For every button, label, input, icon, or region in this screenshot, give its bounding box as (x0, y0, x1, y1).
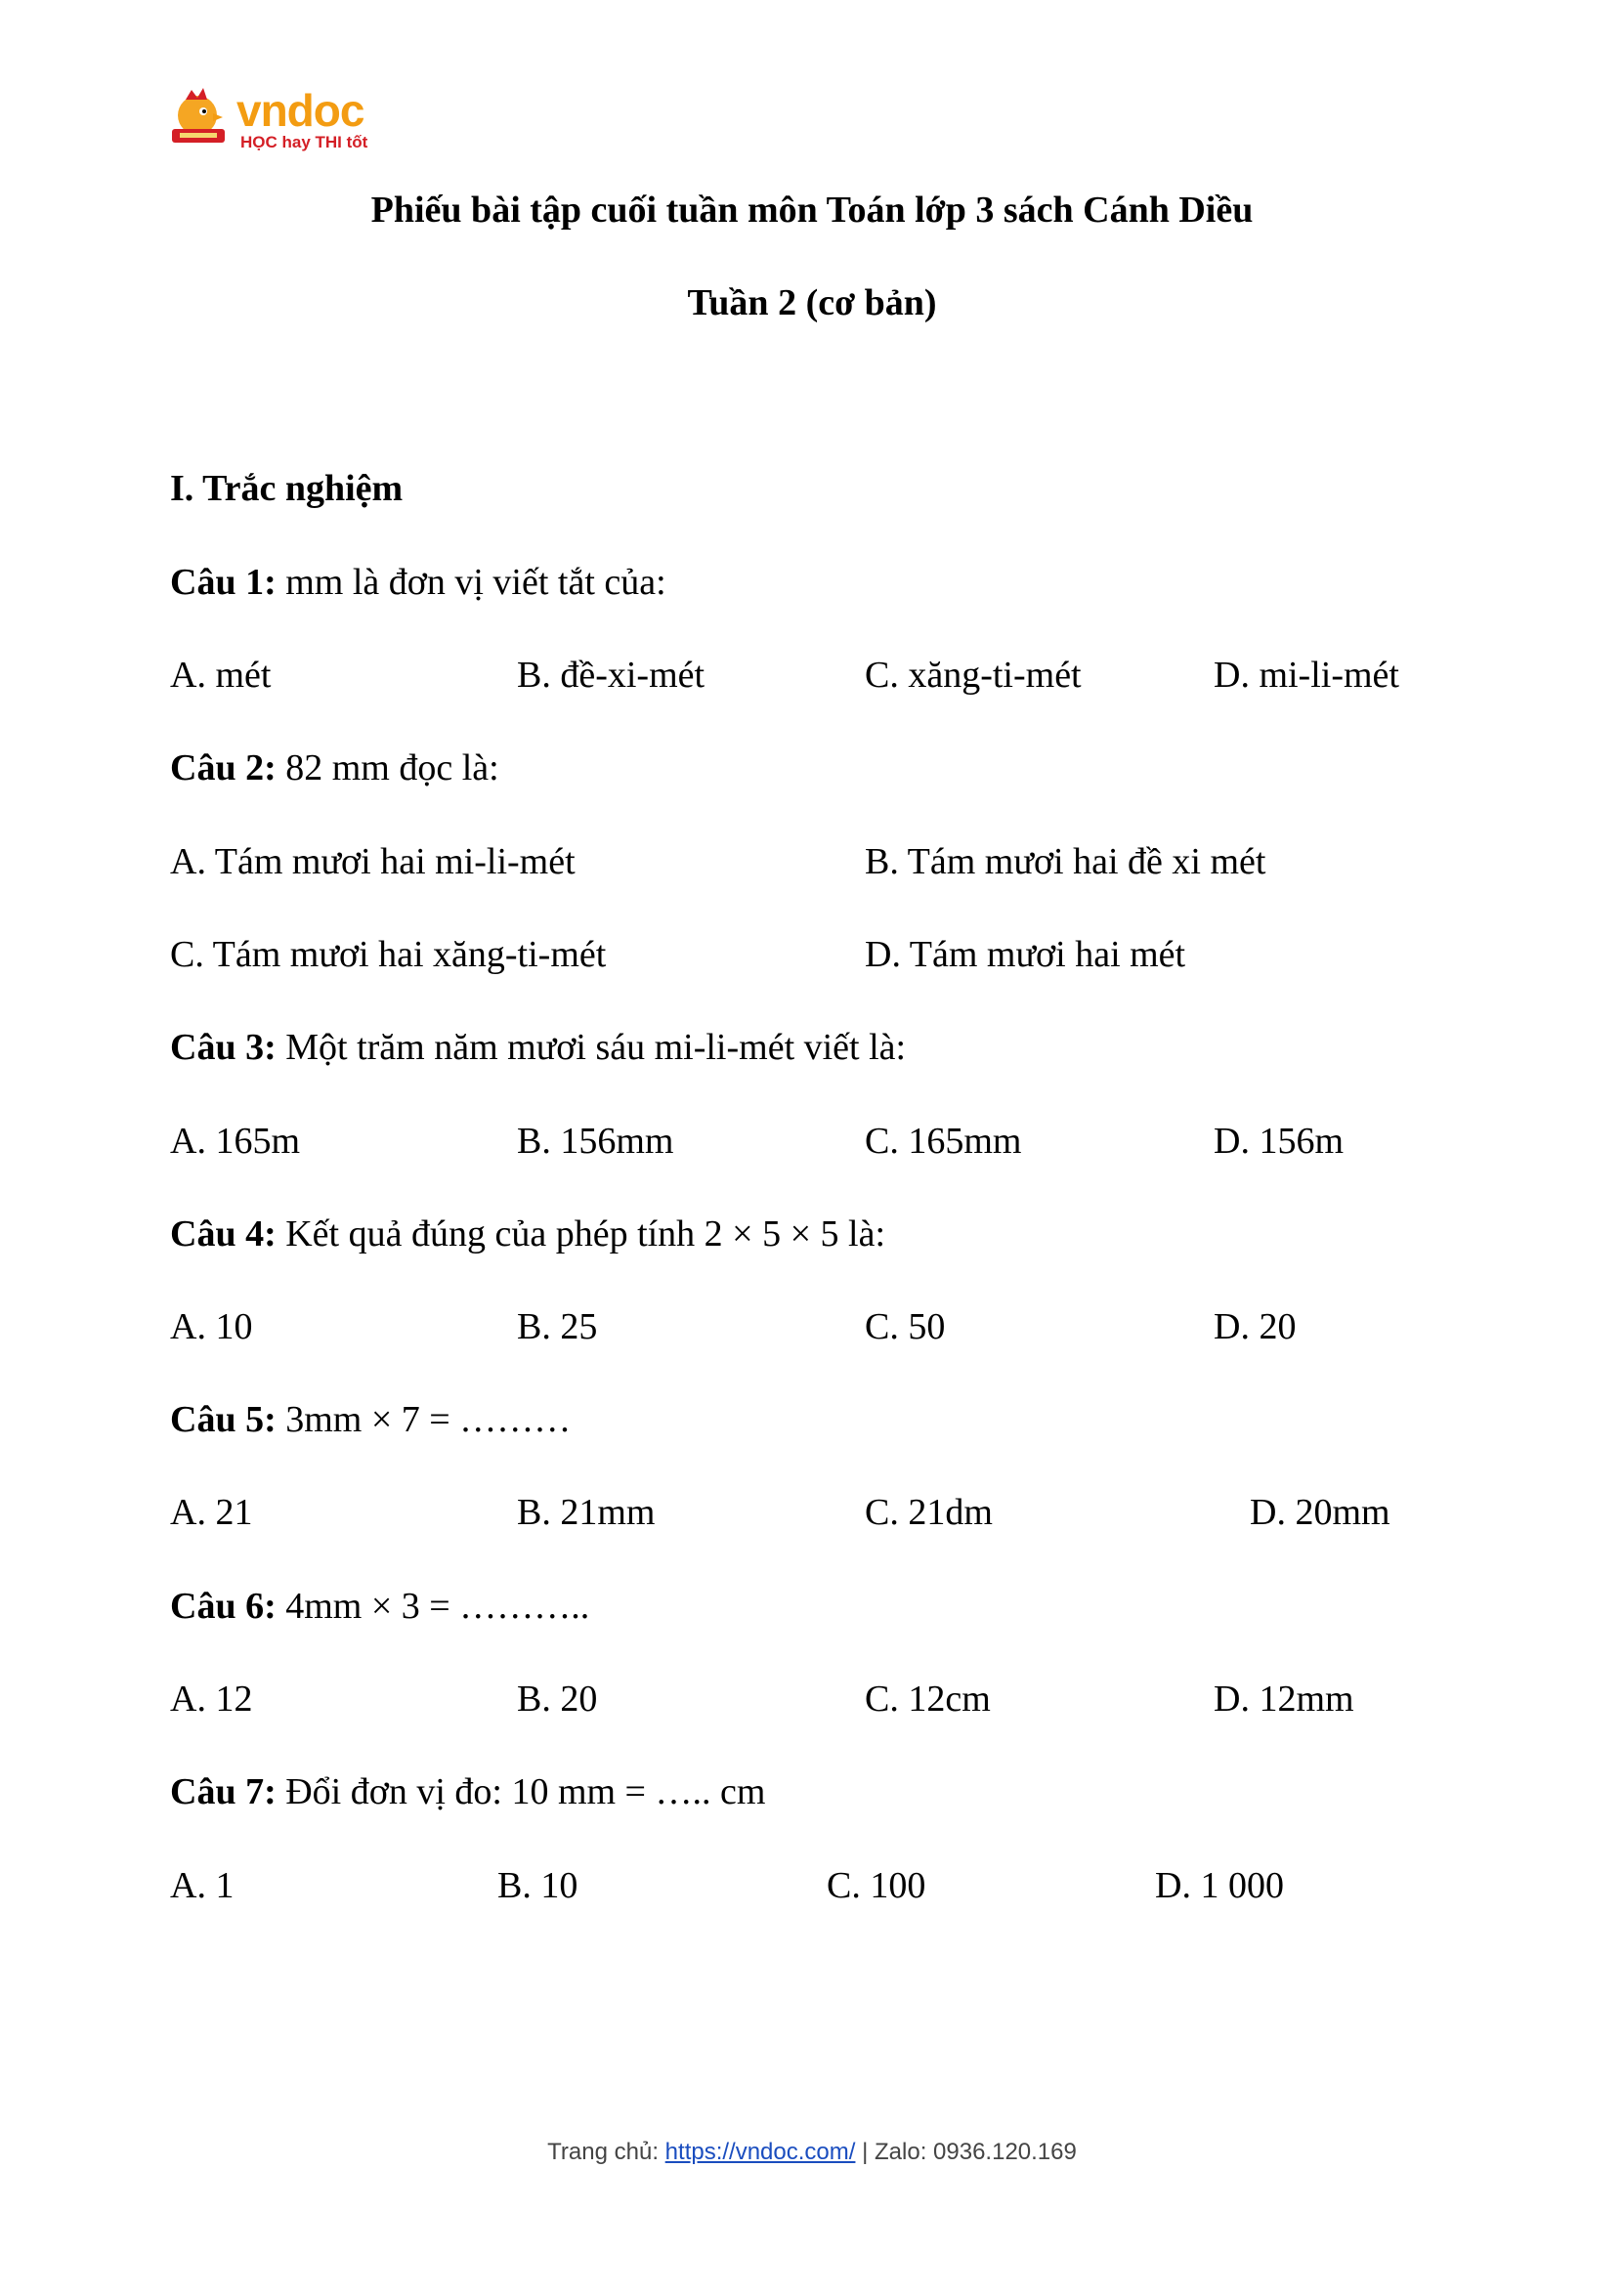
q1-option-b: B. đề-xi-mét (517, 655, 705, 696)
question-text: 3mm × 7 = ……… (276, 1399, 572, 1440)
q6-option-a: A. 12 (170, 1679, 253, 1720)
homepage-link[interactable]: https://vndoc.com/ (664, 2139, 856, 2165)
mascot-icon (168, 88, 233, 152)
q5-option-b: B. 21mm (517, 1492, 656, 1533)
question-2 (170, 746, 499, 789)
q7-option-c: C. 100 (827, 1865, 926, 1906)
question-3 (170, 1026, 906, 1069)
question-4 (170, 1212, 885, 1255)
q5-option-a: A. 21 (170, 1492, 253, 1533)
q4-option-a: A. 10 (170, 1306, 253, 1347)
question-label: Câu 3: (170, 1027, 277, 1068)
logo-tagline: HỌC hay THI tốt (240, 133, 368, 151)
q7-option-b: B. 10 (497, 1865, 578, 1906)
q7-option-d: D. 1 000 (1155, 1865, 1284, 1906)
footer-contact: | Zalo: 0936.120.169 (855, 2139, 1077, 2165)
q3-option-b: B. 156mm (517, 1121, 674, 1162)
question-text: Kết quả đúng của phép tính 2 × 5 × 5 là: (276, 1213, 886, 1254)
q3-option-d: D. 156m (1214, 1121, 1344, 1162)
q1-option-a: A. mét (170, 655, 272, 696)
q6-option-d: D. 12mm (1214, 1679, 1354, 1720)
question-text: mm là đơn vị viết tắt của: (276, 562, 666, 603)
q2-option-d: D. Tám mươi hai mét (865, 934, 1186, 975)
question-text: 82 mm đọc là: (276, 747, 499, 788)
q5-option-d: D. 20mm (1250, 1492, 1390, 1533)
question-1 (170, 561, 666, 604)
q4-option-d: D. 20 (1214, 1306, 1297, 1347)
question-label: Câu 5: (170, 1399, 277, 1440)
q1-option-d: D. mi-li-mét (1214, 655, 1399, 696)
page-subtitle: Tuần 2 (cơ bản) (687, 282, 937, 323)
q2-option-c: C. Tám mươi hai xăng-ti-mét (170, 934, 607, 975)
q6-option-b: B. 20 (517, 1679, 598, 1720)
q5-option-c: C. 21dm (865, 1492, 993, 1533)
question-label: Câu 2: (170, 747, 277, 788)
question-text: Một trăm năm mươi sáu mi-li-mét viết là: (276, 1027, 907, 1068)
question-label: Câu 4: (170, 1213, 277, 1254)
vndoc-logo (168, 85, 383, 156)
q1-option-c: C. xăng-ti-mét (865, 655, 1082, 696)
q2-option-b: B. Tám mươi hai đề xi mét (865, 841, 1266, 882)
q6-option-c: C. 12cm (865, 1679, 991, 1720)
page-title: Phiếu bài tập cuối tuần môn Toán lớp 3 sách Cánh Diều (370, 190, 1254, 231)
q3-option-c: C. 165mm (865, 1121, 1022, 1162)
question-label: Câu 6: (170, 1586, 277, 1627)
q7-option-a: A. 1 (170, 1865, 235, 1906)
question-label: Câu 1: (170, 562, 277, 603)
question-7 (170, 1770, 765, 1813)
logo-brand: vndoc (236, 85, 364, 136)
q4-option-c: C. 50 (865, 1306, 946, 1347)
question-6 (170, 1585, 589, 1628)
q4-option-b: B. 25 (517, 1306, 598, 1347)
q3-option-a: A. 165m (170, 1121, 300, 1162)
question-text: Đổi đơn vị đo: 10 mm = ….. cm (276, 1771, 766, 1812)
question-label: Câu 7: (170, 1771, 277, 1812)
page-footer (0, 2139, 1624, 2166)
question-5 (170, 1398, 571, 1441)
section-heading: I. Trắc nghiệm (170, 468, 404, 509)
q2-option-a: A. Tám mươi hai mi-li-mét (170, 841, 576, 882)
question-text: 4mm × 3 = ……….. (276, 1586, 590, 1627)
footer-prefix: Trang chủ: (547, 2139, 665, 2165)
